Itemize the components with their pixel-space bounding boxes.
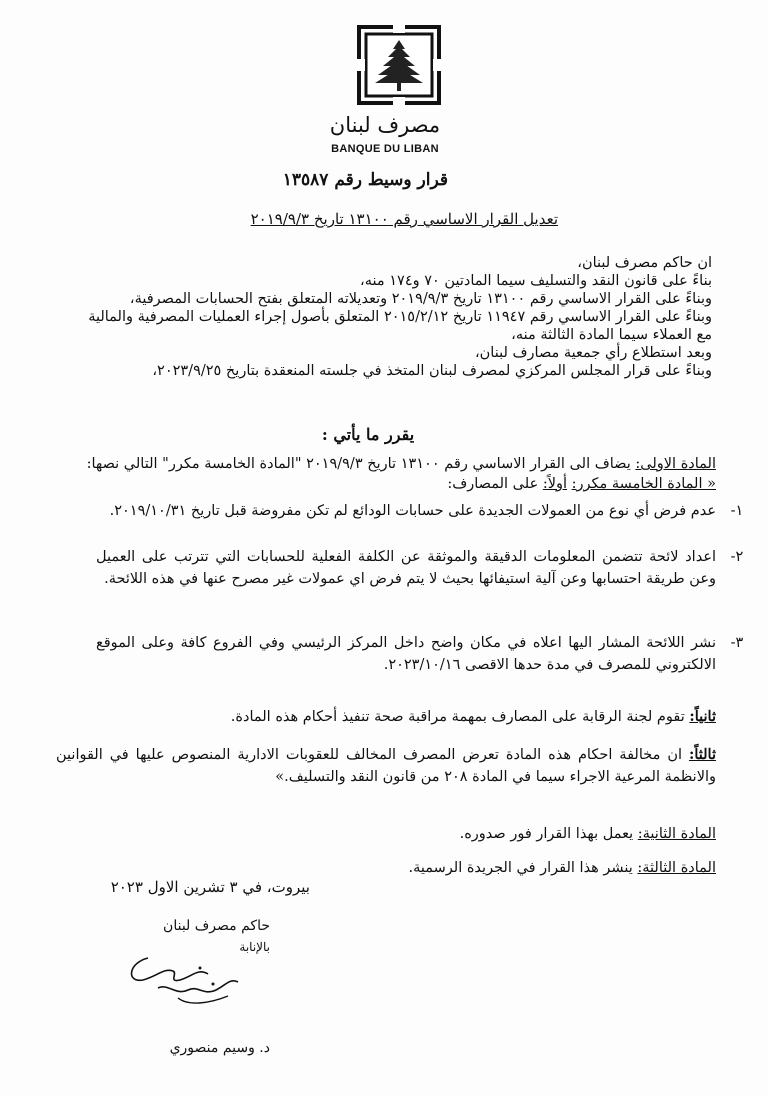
- article-5bis-label: « المادة الخامسة مكرر:: [571, 476, 716, 492]
- preamble-line: وبناءً على القرار الاساسي رقم ١١٩٤٧ تاريخ ٢٠١٥/٢/١٢ المتعلق بأصول إجراء العمليات المصرفية والمالية: [88, 309, 712, 325]
- list-item: [96, 500, 744, 522]
- preamble-line: مع العملاء سيما المادة الثالثة منه،: [511, 327, 712, 343]
- governor-title: حاكم مصرف لبنان: [163, 918, 270, 934]
- third-paragraph: [56, 744, 716, 788]
- decision-subject: تعديل القرار الاساسي رقم ١٣١٠٠ تاريخ ٢٠١٩/٩/٣: [250, 210, 558, 228]
- first-text: على المصارف:: [447, 476, 539, 492]
- first-label: أولاً:: [542, 476, 568, 492]
- preamble-line: وبناءً على قرار المجلس المركزي لمصرف لبنان المتخذ في جلسته المنعقدة بتاريخ ٢٠٢٣/٩/٢٥،: [152, 363, 712, 379]
- article-2: [56, 826, 716, 842]
- article-3-label: المادة الثالثة:: [637, 860, 716, 876]
- article-2-text: يعمل بهذا القرار فور صدوره.: [459, 826, 634, 842]
- article-3-text: ينشر هذا القرار في الجريدة الرسمية.: [408, 860, 633, 876]
- second-paragraph: [56, 706, 716, 728]
- signer-name: د. وسيم منصوري: [169, 1040, 270, 1056]
- handwritten-signature: [118, 938, 248, 1018]
- article-1: [46, 455, 716, 474]
- article-3: [56, 860, 716, 876]
- item-number: ٣-: [730, 635, 744, 651]
- item-number: ١-: [730, 503, 744, 519]
- preamble-line: بناءً على قانون النقد والتسليف سيما المادتين ٧٠ و١٧٤ منه،: [360, 273, 712, 289]
- third-label: ثالثاً:: [688, 746, 717, 763]
- second-text: تقوم لجنة الرقابة على المصارف بمهمة مراقبة صحة تنفيذ أحكام هذه المادة.: [230, 709, 685, 725]
- third-text: ان مخالفة احكام هذه المادة تعرض المصرف المخالف للعقوبات الادارية المنصوص عليها في القوانين والانظمة المرعية الاجراء سيما في المادة ٢٠٨ من قانون النقد والتسليف.»: [56, 747, 716, 785]
- preamble-line: ان حاكم مصرف لبنان،: [577, 255, 712, 271]
- item-text: اعداد لائحة تتضمن المعلومات الدقيقة والموثقة عن الكلفة الفعلية للحسابات التي تترتب على العميل وعن طريقة احتسابها وعن آلية استيفائها بحيث لا يتم فرض اي عمولات غير مصرح عنها في هذه اللائحة.: [96, 549, 716, 587]
- article-1-label: المادة الاولى:: [635, 456, 716, 472]
- bank-name-arabic: مصرف لبنان: [329, 113, 441, 137]
- second-label: ثانياً:: [689, 708, 716, 725]
- decides-heading: يقرر ما يأتي :: [321, 425, 415, 444]
- item-text: نشر اللائحة المشار اليها اعلاه في مكان واضح داخل المركز الرئيسي وفي الفروع كافة وعلى الموقع الالكتروني للمصرف في مدة حدها الاقصى ٢٠٢٣/١٠/١٦.: [96, 635, 716, 673]
- preamble-line: وبعد استطلاع رأي جمعية مصارف لبنان،: [474, 345, 712, 361]
- preamble-line: وبناءً على القرار الاساسي رقم ١٣١٠٠ تاريخ ٢٠١٩/٩/٣ وتعديلاته المتعلق بفتح الحسابات المصرفية،: [129, 291, 712, 307]
- item-number: ٢-: [730, 549, 744, 565]
- proxy-note: بالإنابة: [239, 940, 270, 954]
- cedar-logo-icon: [357, 25, 441, 105]
- list-item: [96, 632, 744, 676]
- item-text: عدم فرض أي نوع من العمولات الجديدة على حسابات الودائع لم تكن مفروضة قبل تاريخ ٢٠١٩/١٠/٣١.: [109, 503, 716, 519]
- article-2-label: المادة الثانية:: [637, 826, 716, 842]
- list-item: [96, 546, 744, 590]
- place-date: بيروت، في ٣ تشرين الاول ٢٠٢٣: [110, 878, 310, 896]
- decision-number: قرار وسيط رقم ١٣٥٨٧: [282, 170, 448, 190]
- article-1-text: يضاف الى القرار الاساسي رقم ١٣١٠٠ تاريخ ٢٠١٩/٩/٣ "المادة الخامسة مكرر" التالي نصها:: [86, 456, 631, 472]
- article-5bis-heading: [46, 476, 716, 492]
- preamble: [52, 254, 712, 380]
- bank-name-french: BANQUE DU LIBAN: [331, 143, 439, 155]
